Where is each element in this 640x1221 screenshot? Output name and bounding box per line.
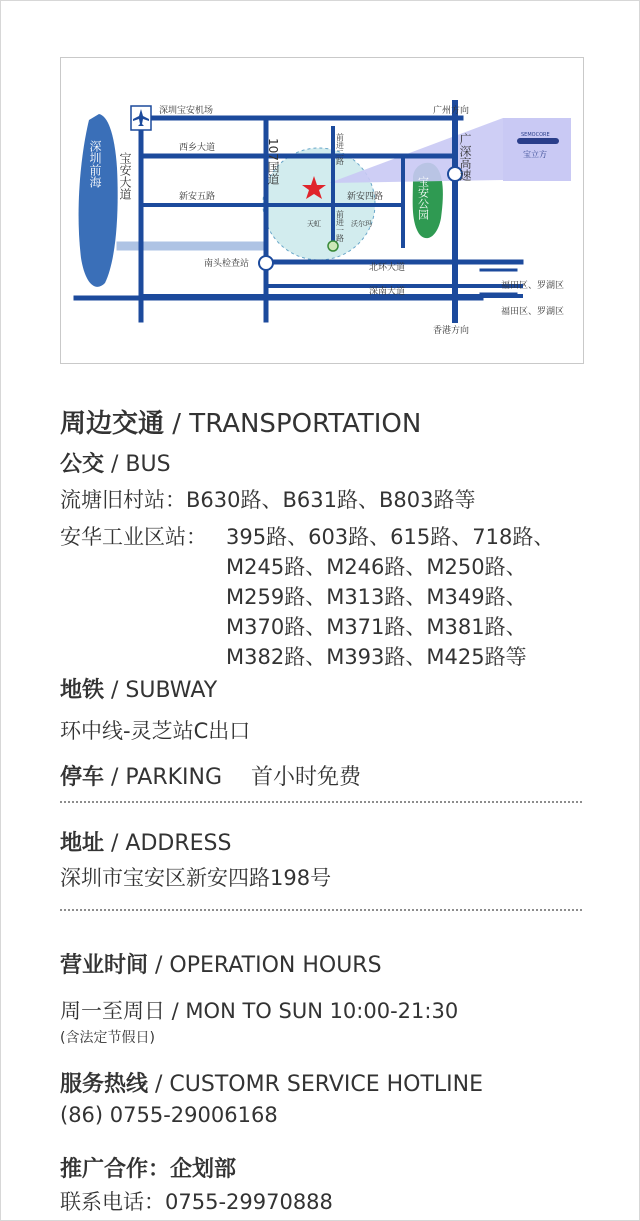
bus-line-1: 流塘旧村站：B630路、B631路、B803路等 (60, 488, 476, 512)
map-label-futian1: 福田区、罗湖区 (501, 281, 565, 291)
hours-title-cn: 营业时间 (60, 953, 149, 978)
hours-heading (60, 948, 382, 979)
bus-line-2-row: M382路、M393路、M425路等 (226, 645, 527, 669)
nantou-station-marker (259, 256, 273, 270)
bus-title-cn: 公交 (60, 452, 105, 477)
subway-title-cn: 地铁 (60, 678, 105, 703)
map-label-107: 107国道 (266, 138, 280, 185)
hotline-value: (86) 0755-29006168 (60, 1103, 278, 1127)
map-label-qianhai: 深圳前海 (88, 140, 102, 188)
hotline-title-cn: 服务热线 (60, 1072, 149, 1097)
subway-title-en: / SUBWAY (111, 678, 218, 703)
map-logo-cn: 宝立方 (523, 150, 547, 159)
divider (60, 801, 582, 803)
hotline-title-en: / CUSTOMR SERVICE HOTLINE (155, 1072, 484, 1097)
address-title-en: / ADDRESS (111, 831, 232, 856)
parking-title-en: / PARKING (111, 765, 223, 790)
bus-line-2-row: M259路、M313路、M349路、 (226, 585, 527, 609)
map-label-guangshen: 广深高速 (458, 133, 472, 181)
hotline-heading (60, 1067, 483, 1098)
map-label-qianjin1: 前进一路 (335, 210, 345, 242)
map-label-xinan4: 新安四路 (347, 192, 384, 202)
hours-title-en: / OPERATION HOURS (155, 953, 382, 978)
bus-line-2-label: 安华工业区站： (60, 525, 207, 549)
subway-heading (60, 673, 217, 704)
location-map (60, 57, 584, 364)
map-label-hk: 香港方向 (433, 326, 470, 336)
transport-title-en: / TRANSPORTATION (172, 409, 422, 439)
parking-heading (60, 760, 361, 791)
divider (60, 909, 582, 911)
promo-contact: 联系电话：0755-29970888 (60, 1190, 333, 1214)
map-label-nantou: 南头检查站 (204, 259, 250, 269)
subway-line: 环中线-灵芝站C出口 (60, 719, 251, 743)
promo-title: 推广合作：企划部 (60, 1157, 237, 1182)
map-label-qianjin2: 前进二路 (335, 133, 345, 165)
map-label-guangzhou: 广州方向 (433, 106, 470, 116)
bus-line-2-row: M245路、M246路、M250路、 (226, 555, 527, 579)
transport-title-cn: 周边交通 (60, 409, 165, 439)
map-logo-en: SEMOCORE (521, 132, 550, 138)
hours-value: 周一至周日 / MON TO SUN 10:00-21:30 (60, 999, 459, 1023)
bus-line-2-row: 395路、603路、615路、718路、 (226, 525, 555, 549)
bus-line-2-row: M370路、M371路、M381路、 (226, 615, 527, 639)
map-label-baoan-park: 宝安公园 (416, 176, 430, 220)
map-label-beihuan: 北环大道 (369, 263, 406, 273)
promo-heading (60, 1152, 236, 1183)
mall-callout-wedge (329, 118, 503, 183)
hours-note: (含法定节假日) (60, 1030, 155, 1046)
map-label-futian2: 福田区、罗湖区 (501, 307, 565, 317)
bus-heading (60, 447, 171, 478)
map-label-baoan-dadao: 宝安大道 (118, 152, 132, 200)
parking-note: 首小时免费 (251, 765, 362, 790)
map-label-xixiang: 西乡大道 (179, 143, 216, 153)
subway-marker (328, 241, 338, 251)
transport-heading (60, 403, 421, 440)
address-title-cn: 地址 (60, 831, 105, 856)
airport-icon (131, 106, 151, 130)
mall-logo (517, 138, 559, 144)
address-heading (60, 826, 231, 857)
address-value: 深圳市宝安区新安四路198号 (60, 866, 332, 890)
map-label-shennan: 深南大道 (369, 287, 406, 297)
map-label-xinan5: 新安五路 (179, 192, 216, 202)
bus-title-en: / BUS (111, 452, 171, 477)
map-label-tianhong: 天虹 (307, 220, 321, 228)
parking-title-cn: 停车 (60, 765, 105, 790)
map-label-walmart: 沃尔玛 (351, 220, 372, 228)
map-label-airport: 深圳宝安机场 (159, 106, 214, 116)
